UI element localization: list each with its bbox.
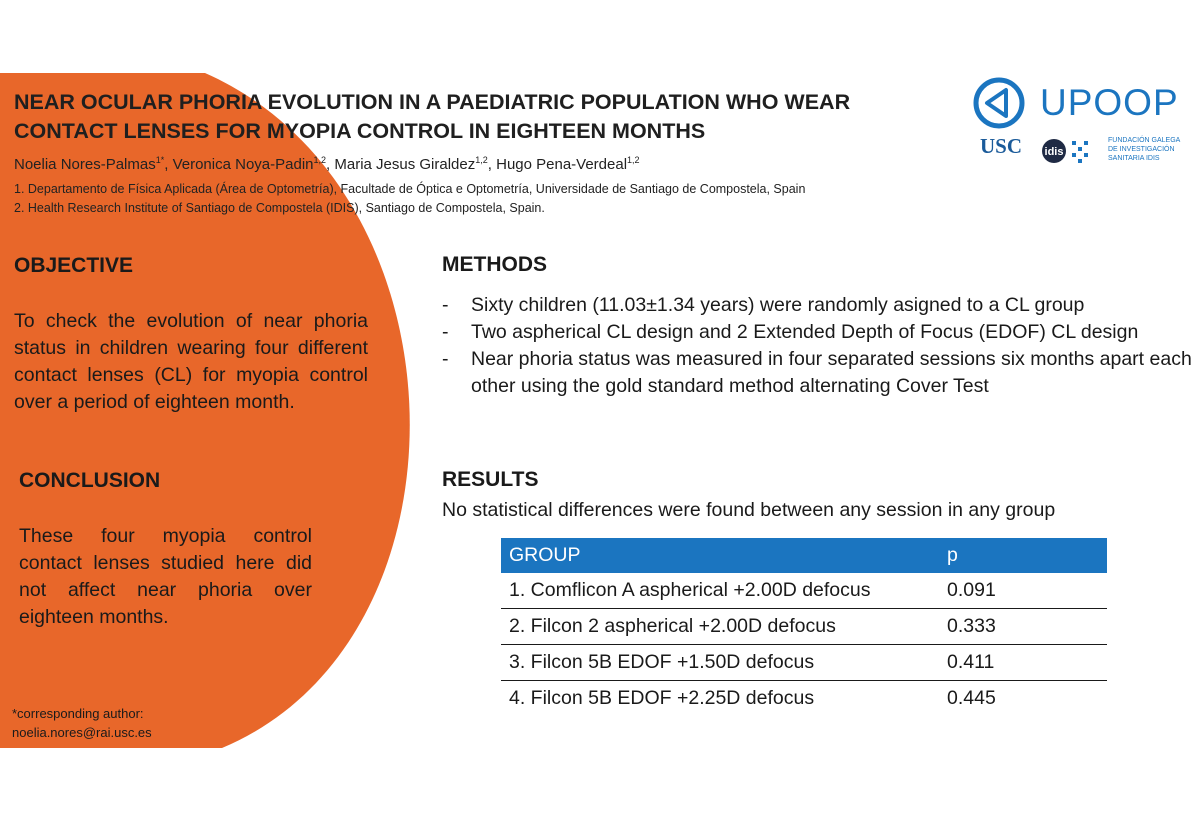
affiliation-1: 1. Departamento de Física Aplicada (Área de Optometría), Facultade de Óptica e Optometría, Universidade de Santiago de Compostela, Spain (14, 182, 806, 196)
author-list: Noelia Nores-Palmas$^{1*}$, Veronica Noya-Padin$^{1,2}$, Maria Jesus Giraldez$^{1,2}$, Hugo Pena-Verdeal$^{1,2}$ (14, 155, 640, 173)
objective-text: To check the evolution of near phoria status in children wearing four different contact lenses (CL) for myopia control over a period of eighteen month. (14, 310, 368, 413)
author-affiliation-mark: 1,2 (627, 155, 640, 165)
results-subtitle: No statistical differences were found between any session in any group (442, 499, 1056, 521)
fgis-logo-line: SANITARIA IDIS (1108, 155, 1160, 162)
table-cell-p: 0.445 (947, 687, 996, 709)
affiliation-2: 2. Health Research Institute of Santiago de Compostela (IDIS), Santiago de Compostela, Spain. (14, 201, 545, 215)
table-cell-p: 0.411 (939, 645, 1107, 681)
author-name: Noelia Nores-Palmas (14, 156, 156, 173)
idis-logo-text: idis (1044, 146, 1064, 158)
table-header-row (501, 538, 1107, 573)
table-row (501, 573, 1107, 609)
table-cell-group: 3. Filcon 5B EDOF +1.50D defocus (501, 645, 939, 681)
table-cell-p: 0.091 (939, 573, 1107, 609)
corresponding-author (12, 704, 152, 742)
author-affiliation-mark: 1,2 (313, 155, 327, 165)
author-name: Maria Jesus Giraldez (334, 156, 476, 173)
bullet-dash: - (442, 321, 449, 343)
table-row (501, 681, 1107, 717)
results-heading: RESULTS (442, 468, 539, 491)
methods-item-text: Sixty children (11.03±1.34 years) were randomly asigned to a CL group (471, 294, 1085, 316)
poster-title: NEAR OCULAR PHORIA EVOLUTION IN A PAEDIATRIC POPULATION WHO WEAR CONTACT LENSES FOR MYOPIA CONTROL IN EIGHTEEN MONTHS (14, 90, 851, 143)
fgis-logo-text (1108, 136, 1180, 163)
conclusion-text: These four myopia control contact lenses studied here did not affect near phoria over eighteen months. (19, 525, 312, 628)
table-row (501, 645, 1107, 681)
author-name: Hugo Pena-Verdeal (496, 156, 628, 173)
author-name: Veronica Noya-Padin (172, 156, 314, 173)
table-cell-group: 2. Filcon 2 aspherical +2.00D defocus (501, 609, 939, 645)
table-header-group: GROUP (501, 538, 939, 573)
bullet-dash: - (442, 294, 449, 316)
corresponding-label: *corresponding author: (12, 706, 144, 721)
methods-item (442, 319, 1200, 346)
table-row (501, 609, 1107, 645)
methods-heading: METHODS (442, 253, 547, 276)
table-cell-p: 0.333 (939, 609, 1107, 645)
table-header-p: p (939, 538, 1107, 573)
table-cell-group: 1. Comflicon A aspherical +2.00D defocus (501, 573, 939, 609)
fgis-logo-line: DE INVESTIGACIÓN (1108, 146, 1175, 153)
methods-item (442, 346, 1200, 400)
methods-item-text: Near phoria status was measured in four separated sessions six months apart each other using the gold standard method alternating Cover Test (471, 348, 1192, 397)
conclusion-heading: CONCLUSION (19, 469, 161, 492)
upoop-logo-text: UPOOP (1040, 82, 1179, 123)
bullet-dash: - (442, 348, 449, 370)
methods-list (442, 292, 1200, 400)
methods-item (442, 292, 1200, 319)
methods-item-text: Two aspherical CL design and 2 Extended Depth of Focus (EDOF) CL design (471, 321, 1139, 343)
results-table (501, 538, 1107, 716)
table-cell-group: 4. Filcon 5B EDOF +2.25D defocus (509, 687, 815, 709)
idis-logo-icon (1040, 136, 1104, 166)
author-affiliation-mark: 1* (155, 155, 165, 165)
author-affiliation-mark: 1,2 (475, 155, 488, 165)
usc-logo: USC (980, 134, 1023, 158)
objective-heading: OBJECTIVE (14, 254, 134, 277)
corresponding-email: noelia.nores@rai.usc.es (12, 725, 152, 740)
fgis-logo-line: FUNDACIÓN GALEGA (1108, 137, 1181, 144)
